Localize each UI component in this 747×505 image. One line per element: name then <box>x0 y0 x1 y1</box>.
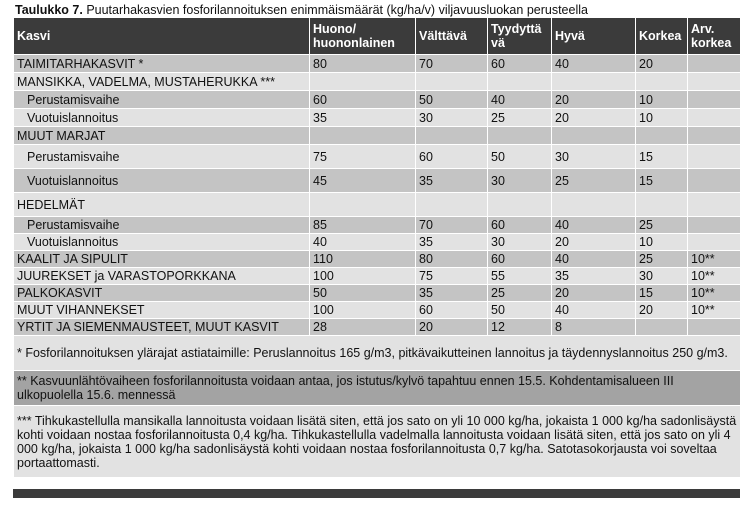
header-row <box>14 18 741 55</box>
table-row <box>14 193 741 217</box>
table-cell <box>310 127 416 145</box>
table-cell: 80 <box>310 55 416 73</box>
table-cell: 60 <box>416 145 488 169</box>
column-header-2: Huono/ huononlainen <box>310 18 416 55</box>
table-cell: 15 <box>636 285 688 302</box>
table-cell: 100 <box>310 268 416 285</box>
table-cell <box>416 127 488 145</box>
table-cell <box>688 127 741 145</box>
table-cell: 50 <box>488 145 552 169</box>
table-cell <box>310 73 416 91</box>
table-cell <box>488 193 552 217</box>
table-cell: 25 <box>636 251 688 268</box>
table-cell: 40 <box>488 91 552 109</box>
table-cell: 35 <box>310 109 416 127</box>
table-cell: 70 <box>416 217 488 234</box>
column-header-3: Välttävä <box>416 18 488 55</box>
table-cell: 50 <box>488 302 552 319</box>
table-cell: 50 <box>416 91 488 109</box>
table-cell: 30 <box>636 268 688 285</box>
table-cell: 15 <box>636 169 688 193</box>
table-cell: 10** <box>688 268 741 285</box>
table-caption <box>15 3 740 17</box>
footnote-text: ** Kasvuunlähtövaiheen fosforilannoitusta voidaan antaa, jos istutus/kylvö tapahtuu ennen 15.5. Kohdentamisalueen III ulkopuolella 15.6. mennessä <box>14 371 741 406</box>
table-cell: 20 <box>636 55 688 73</box>
table-cell: 80 <box>416 251 488 268</box>
row-label: HEDELMÄT <box>14 193 310 217</box>
table-cell: 60 <box>310 91 416 109</box>
table-cell: 15 <box>636 145 688 169</box>
table-row <box>14 109 741 127</box>
table-cell: 30 <box>488 169 552 193</box>
table-cell: 20 <box>552 234 636 251</box>
table-cell <box>688 55 741 73</box>
table-cell: 60 <box>488 251 552 268</box>
table-cell <box>688 109 741 127</box>
table-body <box>14 55 741 478</box>
row-label: Perustamisvaihe <box>14 145 310 169</box>
table-cell <box>310 193 416 217</box>
table-header <box>14 18 741 55</box>
table-cell: 35 <box>552 268 636 285</box>
table-cell <box>552 127 636 145</box>
table-cell <box>488 73 552 91</box>
table-cell: 8 <box>552 319 636 336</box>
table-row <box>14 55 741 73</box>
row-label: YRTIT JA SIEMENMAUSTEET, MUUT KASVIT <box>14 319 310 336</box>
table-cell: 28 <box>310 319 416 336</box>
table-cell: 10 <box>636 91 688 109</box>
table-cell <box>636 193 688 217</box>
table-cell: 25 <box>488 109 552 127</box>
table-cell: 110 <box>310 251 416 268</box>
caption-text: Puutarhakasvien fosforilannoituksen enimmäismäärät (kg/ha/v) viljavuusluokan perusteella <box>82 3 588 17</box>
row-label: Perustamisvaihe <box>14 91 310 109</box>
row-label: PALKOKASVIT <box>14 285 310 302</box>
table-cell <box>688 193 741 217</box>
table-cell: 12 <box>488 319 552 336</box>
table-cell: 85 <box>310 217 416 234</box>
table-cell: 60 <box>488 217 552 234</box>
table-cell: 75 <box>416 268 488 285</box>
table-cell: 25 <box>636 217 688 234</box>
caption-label: Taulukko 7. <box>15 3 83 17</box>
table-cell <box>688 217 741 234</box>
table-cell: 40 <box>552 251 636 268</box>
table-row <box>14 217 741 234</box>
table-cell <box>688 169 741 193</box>
table-cell: 10 <box>636 109 688 127</box>
table-cell: 25 <box>488 285 552 302</box>
footnote-row <box>14 406 741 478</box>
table-cell <box>552 73 636 91</box>
table-cell: 30 <box>488 234 552 251</box>
table-cell: 45 <box>310 169 416 193</box>
table-cell: 40 <box>310 234 416 251</box>
table-cell: 40 <box>552 55 636 73</box>
table-cell: 20 <box>552 91 636 109</box>
row-label: MUUT VIHANNEKSET <box>14 302 310 319</box>
table-row <box>14 302 741 319</box>
row-label: Vuotuislannoitus <box>14 109 310 127</box>
fertilization-table <box>13 17 741 478</box>
table-cell: 55 <box>488 268 552 285</box>
table-cell: 35 <box>416 285 488 302</box>
table-cell: 60 <box>416 302 488 319</box>
table-row <box>14 73 741 91</box>
table-row <box>14 169 741 193</box>
column-header-7: Arv. korkea <box>688 18 741 55</box>
row-label: Vuotuislannoitus <box>14 234 310 251</box>
table-row <box>14 234 741 251</box>
footnote-text: *** Tihkukastellulla mansikalla lannoitusta voidaan lisätä siten, että jos sato on yli 10 000 kg/ha, jokaista 1 000 kg/ha sadonlisäystä kohti voidaan nostaa fosforilannoitusta 0,4 kg/ha. Tihkukastellulla vadelmalla lannoitusta voidaan lisätä siten, että jos sato on yli 4 000 kg/ha, jokaista 1 000 kg/ha sadonlisäystä kohti voidaan nostaa fosforilannoitusta 0,7 kg/ha. Satotasokorjausta voi soveltaa portaattomasti. <box>14 406 741 478</box>
table-cell: 20 <box>416 319 488 336</box>
table-cell: 40 <box>552 302 636 319</box>
table-row <box>14 319 741 336</box>
table-row <box>14 145 741 169</box>
footnote-row <box>14 336 741 371</box>
row-label: Perustamisvaihe <box>14 217 310 234</box>
row-label: KAALIT JA SIPULIT <box>14 251 310 268</box>
table-cell <box>688 145 741 169</box>
table-cell <box>688 319 741 336</box>
table-cell: 40 <box>552 217 636 234</box>
table-cell: 10** <box>688 251 741 268</box>
table-row <box>14 268 741 285</box>
table-cell <box>688 234 741 251</box>
table-cell: 50 <box>310 285 416 302</box>
table-cell <box>416 193 488 217</box>
table-cell: 10 <box>636 234 688 251</box>
row-label: TAIMITARHAKASVIT * <box>14 55 310 73</box>
footnote-text: * Fosforilannoituksen ylärajat astiataimille: Peruslannoitus 165 g/m3, pitkävaikutteinen lannoitus ja täydennyslannoitus 250 g/m3. <box>14 336 741 371</box>
table-cell: 60 <box>488 55 552 73</box>
table-cell <box>688 91 741 109</box>
table-cell: 30 <box>416 109 488 127</box>
table-cell <box>636 73 688 91</box>
column-header-4: Tyydyttä vä <box>488 18 552 55</box>
footnote-row <box>14 371 741 406</box>
table-row <box>14 285 741 302</box>
table-cell: 70 <box>416 55 488 73</box>
table-cell: 30 <box>552 145 636 169</box>
table-row <box>14 91 741 109</box>
table-row <box>14 251 741 268</box>
table-cell <box>552 193 636 217</box>
table-footer-bar <box>13 489 740 498</box>
table-cell: 75 <box>310 145 416 169</box>
column-header-1: Kasvi <box>14 18 310 55</box>
table-cell <box>416 73 488 91</box>
table-cell: 20 <box>552 285 636 302</box>
table-cell: 20 <box>636 302 688 319</box>
table-cell: 20 <box>552 109 636 127</box>
table-cell <box>488 127 552 145</box>
row-label: MUUT MARJAT <box>14 127 310 145</box>
table-row <box>14 127 741 145</box>
row-label: MANSIKKA, VADELMA, MUSTAHERUKKA *** <box>14 73 310 91</box>
row-label: JUUREKSET ja VARASTOPORKKANA <box>14 268 310 285</box>
table-cell: 35 <box>416 234 488 251</box>
table-cell: 10** <box>688 285 741 302</box>
table-cell <box>636 127 688 145</box>
table-cell: 35 <box>416 169 488 193</box>
table-cell <box>688 73 741 91</box>
table-cell <box>636 319 688 336</box>
table-cell: 100 <box>310 302 416 319</box>
table-cell: 10** <box>688 302 741 319</box>
column-header-5: Hyvä <box>552 18 636 55</box>
row-label: Vuotuislannoitus <box>14 169 310 193</box>
table-cell: 25 <box>552 169 636 193</box>
column-header-6: Korkea <box>636 18 688 55</box>
